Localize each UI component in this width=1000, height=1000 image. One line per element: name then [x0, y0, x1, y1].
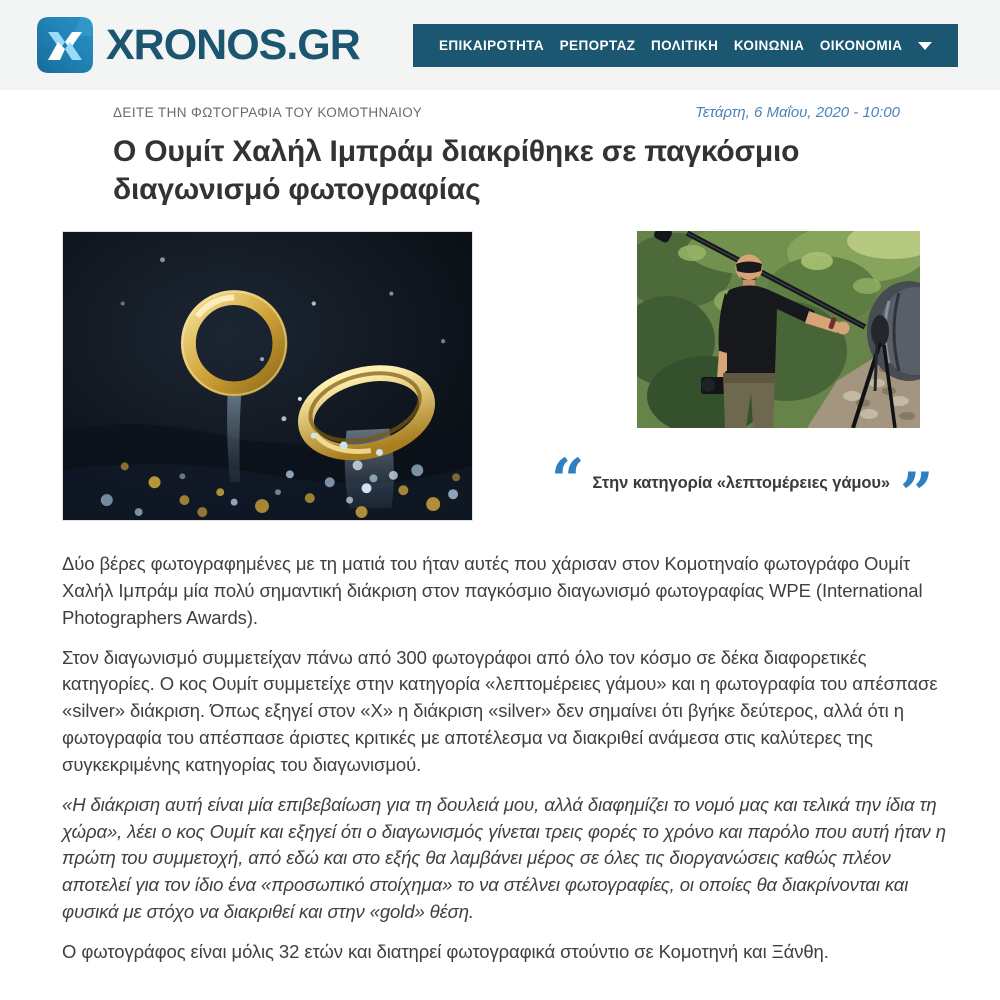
rings-photo — [62, 231, 473, 521]
article-meta-row — [113, 104, 900, 121]
main-navigation — [413, 24, 958, 67]
article — [0, 104, 1000, 966]
article-title: Ο Ουμίτ Χαλήλ Ιμπράμ διακρίθηκε σε παγκόσμιο διαγωνισμό φωτογραφίας — [113, 135, 800, 207]
pull-quote — [551, 446, 1000, 529]
photographer-photo — [637, 231, 920, 428]
site-name[interactable]: XRONOS.GR — [106, 20, 360, 69]
close-quote-icon: ” — [899, 460, 934, 529]
chevron-down-icon[interactable] — [918, 42, 932, 50]
article-right-column — [551, 231, 1000, 529]
article-kicker: ΔΕΙΤΕ ΤΗΝ ΦΩΤΟΓΡΑΦΙΑ ΤΟΥ ΚΟΜΟΤΗΝΑΙΟΥ — [113, 105, 423, 120]
nav-item-epikairotita[interactable]: ΕΠΙΚΑΙΡΟΤΗΤΑ — [439, 38, 545, 53]
pull-quote-text: Στην κατηγορία «λεπτομέρειες γάμου» — [592, 474, 890, 493]
xronos-x-logo-icon — [36, 16, 94, 74]
article-body — [62, 551, 952, 965]
nav-item-politiki[interactable]: ΠΟΛΙΤΙΚΗ — [650, 38, 719, 53]
body-paragraph-1: Δύο βέρες φωτογραφημένες με τη ματιά του ήταν αυτές που χάρισαν στον Κομοτηναίο φωτογράφο Ουμίτ Χαλήλ Ιμπράμ μία πολύ σημαντική διάκριση στον παγκόσμιο διαγωνισμό φωτογραφίας WPE (International Photographers Awards). — [62, 553, 923, 628]
nav-item-oikonomia[interactable]: ΟΙΚΟΝΟΜΙΑ — [819, 38, 903, 53]
article-figures — [62, 231, 958, 529]
site-header — [0, 0, 1000, 90]
body-paragraph-4: Ο φωτογράφος είναι μόλις 32 ετών και διατηρεί φωτογραφικά στούντιο σε Κομοτηνή και Ξάνθη. — [62, 940, 829, 962]
nav-item-reportaz[interactable]: ΡΕΠΟΡΤΑΖ — [559, 38, 636, 53]
site-logo[interactable] — [36, 16, 360, 74]
open-quote-icon: “ — [551, 446, 585, 515]
nav-item-koinonia[interactable]: ΚΟΙΝΩΝΙΑ — [733, 38, 805, 53]
body-paragraph-2: Στον διαγωνισμό συμμετείχαν πάνω από 300 φωτογράφοι από όλο τον κόσμο σε δέκα διαφορετικές κατηγορίες. Ο κος Ουμίτ συμμετείχε στην κατηγορία «λεπτομέρειες γάμου» και η φωτογραφία του απέσπασε «silver» διάκριση. Όπως εξηγεί στον «Χ» η διάκριση «silver» δεν σημαίνει ότι βγήκε δεύτερος, αλλά ότι η φωτογραφία του απέσπασε άριστες κριτικές με αποτέλεσμα να διακριθεί ανάμεσα στις καλύτερες της συγκεκριμένης κατηγορίας του διαγωνισμού. — [62, 646, 938, 775]
body-paragraph-3-quote: «Η διάκριση αυτή είναι μία επιβεβαίωση για τη δουλειά μου, αλλά διαφημίζει το νομό μας και τελικά την ίδια τη χώρα», λέει ο κος Ουμίτ και εξηγεί ότι ο διαγωνισμός γίνεται τρεις φορές το χρόνο και παρόλο που αυτή ήταν η πρώτη του συμμετοχή, από εδώ και στο εξής θα λαμβάνει μέρος σε όλες τις διοργανώσεις καθώς πλέον αποτελεί για τον ίδιο ένα «προσωπικό στοίχημα» το να στέλνει φωτογραφίες, οι οποίες θα διακρίνονται και φυσικά με στόχο να διακριθεί και στην «gold» θέση. — [62, 793, 946, 922]
article-date: Τετάρτη, 6 Μαΐου, 2020 - 10:00 — [695, 104, 900, 121]
article-header — [113, 104, 900, 209]
